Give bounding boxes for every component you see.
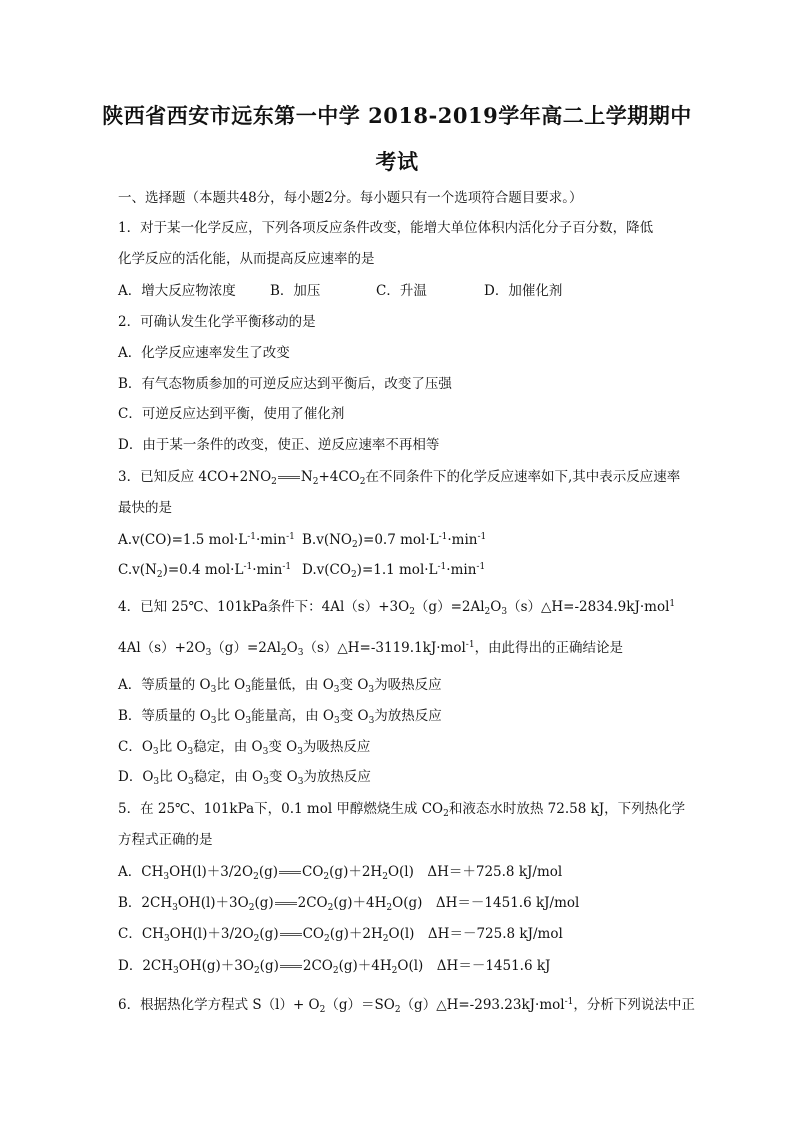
q2-option-c: C．可逆反应达到平衡，使用了催化剂 [118, 406, 345, 422]
q1-text-line1: 1．对于某一化学反应，下列各项反应条件改变，能增大单位体积内活化分子百分数，降低 [118, 220, 654, 236]
equation-arrow [280, 965, 302, 968]
q3-option-d: $D.v(CO_2)=1.1$ $mol\cdot L^{-1}\cdot\min^{-1}$ [302, 562, 486, 580]
q6-text-line1: 6．根据热化学方程式 $S(l)+ O_2(g)=SO_2(g)\triangle H=-293.23kJ\cdot mol^{-1}$，分析下列说法中正 [118, 997, 695, 1015]
q5-text-line2: 方程式正确的是 [118, 832, 213, 848]
q2-option-d: D．由于某一条件的改变，使正、逆反应速率不再相等 [118, 437, 440, 453]
q1-option-b: B．加压 [270, 283, 321, 299]
q4-text-line2: $4Al(s)+2O_3(g)=2Al_2O_3(s)\triangle H=-3119.1kJ\cdot mol^{-1}$，由此得出的正确结论是 [118, 640, 624, 658]
q2-option-a: A．化学反应速率发生了改变 [118, 345, 290, 361]
q5-option-a: A．$CH_3OH(l)+3/2O_2(g)$ $CO_2(g)+2H_2O(l)$ ΔH＝＋725.8 kJ/mol [118, 864, 563, 882]
q4-option-a: A．等质量的 $O_3$比 $O_3$能量低，由 $O_3$变 $O_3$为吸热反应 [118, 677, 442, 695]
q2-option-b: B．有气态物质参加的可逆反应达到平衡后，改变了压强 [118, 376, 452, 392]
q1-option-c: C．升温 [376, 283, 427, 299]
q5-option-b: B．$2CH_3OH(l)+3O_2(g)$ $2CO_2(g)+4H_2O(g)$ ΔH＝－1451.6 kJ/mol [118, 895, 580, 913]
q3-option-c: $C.v(N_2)=0.4$ $mol\cdot L^{-1}\cdot\min^{-1}$ [118, 562, 292, 580]
equation-arrow [275, 902, 297, 905]
equation-arrow [278, 476, 300, 479]
q3-text-line2: 最快的是 [118, 500, 172, 516]
exam-title-line2: 考试 [375, 149, 419, 174]
q2-text: 2．可确认发生化学平衡移动的是 [118, 314, 316, 330]
q4-option-c: C．$O_3$比 $O_3$稳定，由 $O_3$变 $O_3$为吸热反应 [118, 739, 371, 757]
q5-option-d: D．$2CH_3OH(g)+3O_2(g)$ $2CO_2(g)+4H_2O(l)$ ΔH＝－1451.6 kJ [118, 958, 551, 976]
q3-option-a: A.v(CO)=1.5 $mol\cdot L^{-1}\cdot\min^{-1}$ [118, 532, 295, 548]
q4-option-b: B．等质量的 $O_3$比 $O_3$能量高，由 $O_3$变 $O_3$为放热反应 [118, 708, 442, 726]
q1-text-line2: 化学反应的活化能，从而提高反应速率的是 [118, 251, 375, 267]
q4-text-line1: 4．已知 25℃、101kPa条件下：$4Al(s)+3O_2(g)=2Al_2O_3(s)\triangle H=-2834.9kJ\cdot mol^1$ [118, 599, 676, 617]
q5-option-c: C．$CH_3OH(l)+3/2O_2(g)$ $CO_2(g)+2H_2O(l)$ ΔH＝－725.8 kJ/mol [118, 926, 563, 944]
q5-text-line1: 5．在 25℃、101kPa下，0.1 mol 甲醇燃烧生成 $CO_2$和液态水时放热 72.58 kJ，下列热化学 [118, 801, 686, 819]
equation-arrow [280, 933, 302, 936]
q1-option-a: A．增大反应物浓度 [118, 283, 236, 299]
q1-option-d: D．加催化剂 [484, 283, 563, 299]
exam-title-line1: 陕西省西安市远东第一中学 2018-2019学年高二上学期期中 [102, 103, 692, 128]
q3-option-b: $B.v(NO_2)=0.7$ $mol\cdot L^{-1}\cdot\min^{-1}$ [302, 532, 487, 550]
equation-arrow [279, 871, 301, 874]
q3-text-line1: 3．已知反应 $4CO+2NO_2$ $N_2+4CO_2$在不同条件下的化学反应速率如下,其中表示反应速率 [118, 469, 681, 487]
section-heading: 一、选择题（本题共48分，每小题2分。每小题只有一个选项符合题目要求。） [118, 190, 583, 206]
q4-option-d: D．$O_3$比 $O_3$稳定，由 $O_3$变 $O_3$为放热反应 [118, 769, 371, 787]
